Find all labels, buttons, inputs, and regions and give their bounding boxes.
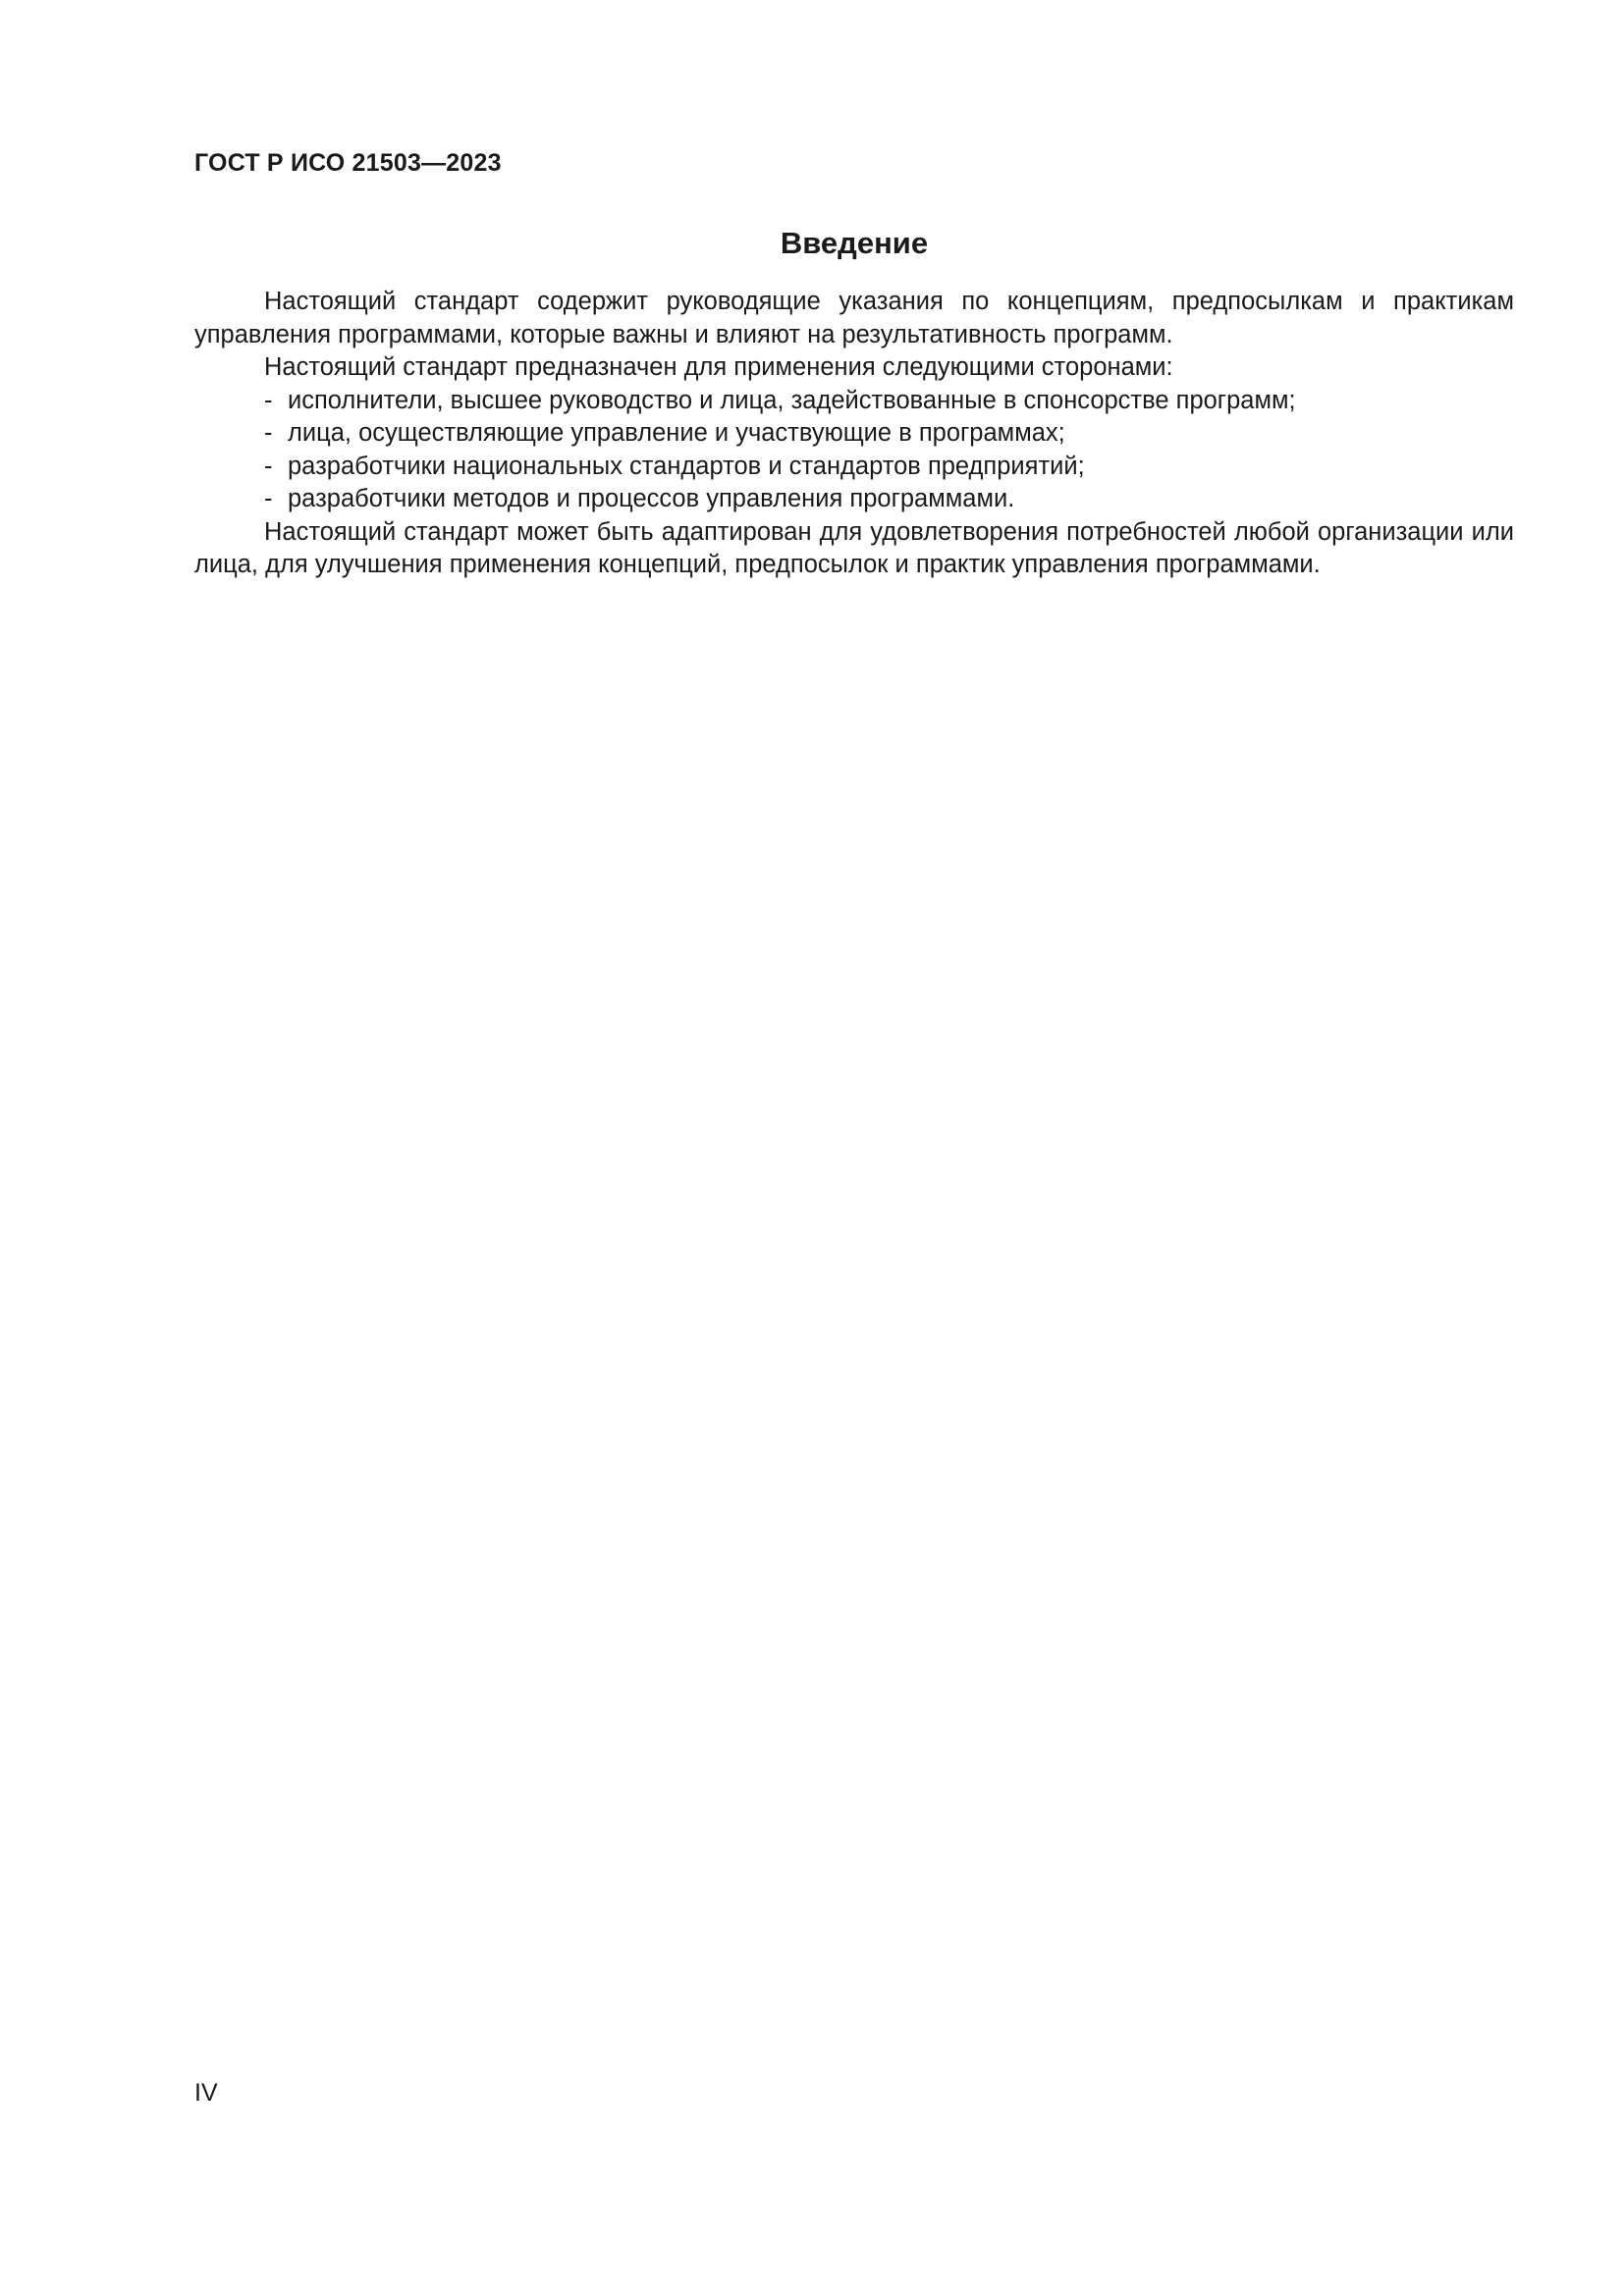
intro-paragraph-1: Настоящий стандарт содержит руководящие указания по концепциям, предпосылкам и практикам управления программами, которые важны и влияют на результативность программ. <box>194 288 1514 348</box>
list-item-text: исполнители, высшее руководство и лица, задействованные в спонсорстве программ; <box>288 386 1296 414</box>
list-item <box>194 451 1514 484</box>
list-dash: - <box>264 419 273 447</box>
section-body <box>194 286 1514 582</box>
list-item-text: лица, осуществляющие управление и участвующие в программах; <box>288 419 1065 447</box>
intro-paragraph-2: Настоящий стандарт предназначен для применения следующими сторонами: <box>264 353 1173 381</box>
list-dash: - <box>264 386 273 414</box>
list-dash: - <box>264 485 273 512</box>
list-item-text: разработчики национальных стандартов и стандартов предприятий; <box>288 452 1085 480</box>
list-item <box>194 417 1514 451</box>
list-dash: - <box>264 452 273 480</box>
audience-list <box>194 385 1514 516</box>
intro-paragraph-3: Настоящий стандарт может быть адаптирован для удовлетворения потребностей любой организации или лица, для улучшения применения концепций, предпосылок и практик управления программами. <box>194 517 1514 578</box>
section-title: Введение <box>780 226 929 260</box>
page-number: IV <box>194 2079 218 2107</box>
list-item-text: разработчики методов и процессов управления программами. <box>288 485 1015 512</box>
document-code-header: ГОСТ Р ИСО 21503—2023 <box>194 149 502 177</box>
list-item <box>194 385 1514 418</box>
list-item <box>194 483 1514 516</box>
